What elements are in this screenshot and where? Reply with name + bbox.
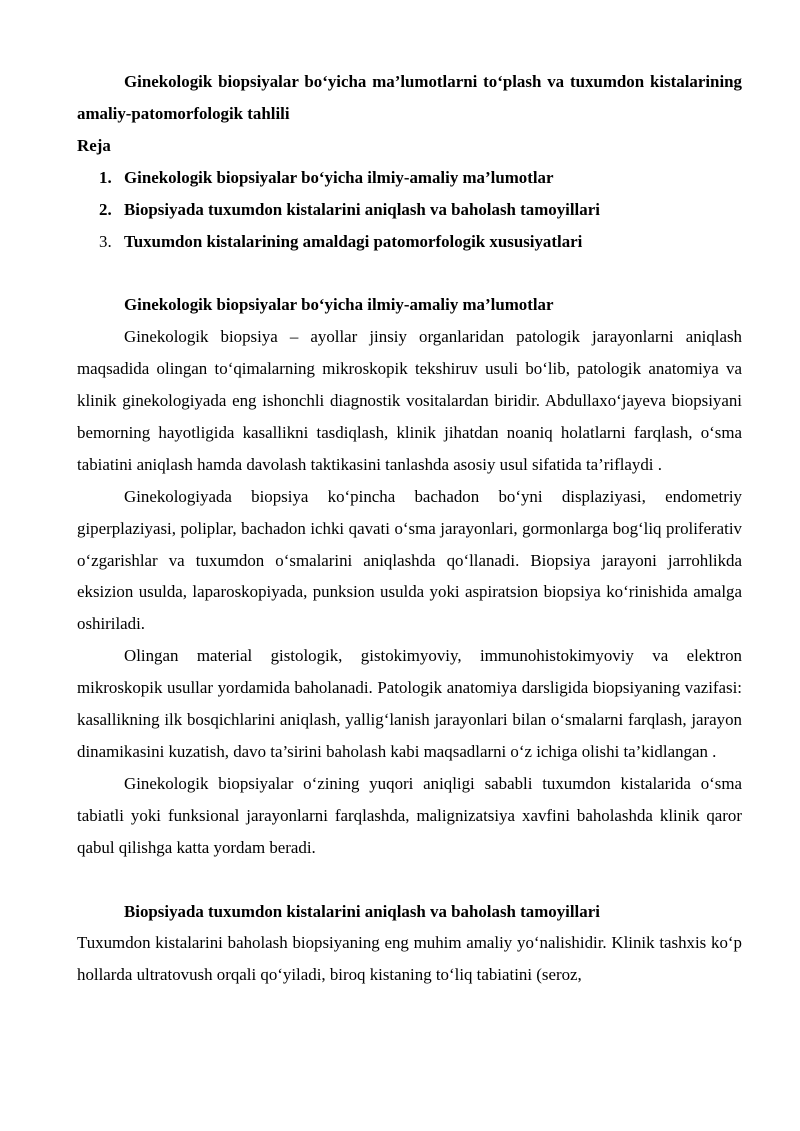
paragraph: Ginekologik biopsiyalar o‘zining yuqori aniqligi sababli tuxumdon kistalarida o‘sma tabiatli yoki funksional jarayonlarni farqlashda, malignizatsiya xavfini baholashda klinik qaror qabul qilishga katta yordam beradi.	[77, 773, 742, 857]
plan-list	[77, 162, 742, 258]
plan-item-number: 1.	[99, 167, 112, 187]
blank-line	[77, 257, 742, 289]
plan-label: Reja	[77, 135, 111, 155]
blank-line	[77, 864, 742, 896]
plan-item-text: Tuxumdon kistalarining amaldagi patomorfologik xususiyatlari	[124, 231, 583, 251]
section-heading-2: Biopsiyada tuxumdon kistalarini aniqlash va baholash tamoyillari	[124, 901, 600, 921]
paragraph: Olingan material gistologik, gistokimyoviy, immunohistokimyoviy va elektron mikroskopik usullar yordamida baholanadi. Patologik anatomiya darsligida biopsiyaning vazifasi: kasallikning ilk bosqichlarini aniqlash, yallig‘lanish jarayonlari bilan o‘smalarni farqlash, jarayon dinamikasini kuzatish, davo ta’sirini baholash kabi maqsadlarni o‘z ichiga olishi ta’kidlangan .	[77, 646, 742, 762]
section-heading-1: Ginekologik biopsiyalar bo‘yicha ilmiy-amaliy ma’lumotlar	[124, 295, 554, 315]
paragraph: Tuxumdon kistalarini baholash biopsiyaning eng muhim amaliy yo‘nalishidir. Klinik tashxis ko‘p hollarda ultratovush orqali qo‘yiladi, biroq kistaning to‘liq tabiatini (seroz,	[77, 933, 742, 985]
plan-item-3	[77, 226, 742, 258]
paragraph: Ginekologik biopsiya – ayollar jinsiy organlaridan patologik jarayonlarni aniqlash maqsadida olingan to‘qimalarning mikroskopik tekshiruv usuli bo‘lib, patologik anatomiya va klinik ginekologiyada eng ishonchli diagnostik vositalardan biridir. Abdullaxo‘jayeva biopsiyani bemorning hayotligida kasallikni tasdiqlash, klinik jihatdan noaniq holatlarni farqlash, o‘sma tabiatini aniqlash hamda davolash taktikasini tanlashda asosiy usul sifatida ta’riflaydi .	[77, 327, 742, 474]
plan-item-number: 3.	[99, 231, 112, 251]
paragraph: Ginekologiyada biopsiya ko‘pincha bachadon bo‘yni displaziyasi, endometriy giperplaziyasi, poliplar, bachadon ichki qavati o‘sma jarayonlari, gormonlarga bog‘liq proliferativ o‘zgarishlar va tuxumdon o‘smalarini aniqlashda qo‘llanadi. Biopsiya jarayoni jarrohlikda eksizion usulda, laparoskopiyada, punksion usulda yoki aspiratsion biopsiya ko‘rinishida amalga oshiriladi.	[77, 486, 742, 634]
plan-item-1	[77, 162, 742, 194]
plan-item-number: 2.	[99, 199, 112, 219]
document-title: Ginekologik biopsiyalar bo‘yicha ma’lumotlarni to‘plash va tuxumdon kistalarining amaliy-patomorfologik tahlili	[77, 72, 742, 123]
document-page	[77, 66, 742, 991]
plan-item-text: Ginekologik biopsiyalar bo‘yicha ilmiy-amaliy ma’lumotlar	[124, 167, 554, 187]
plan-item-2	[77, 194, 742, 226]
plan-item-text: Biopsiyada tuxumdon kistalarini aniqlash va baholash tamoyillari	[124, 199, 600, 219]
